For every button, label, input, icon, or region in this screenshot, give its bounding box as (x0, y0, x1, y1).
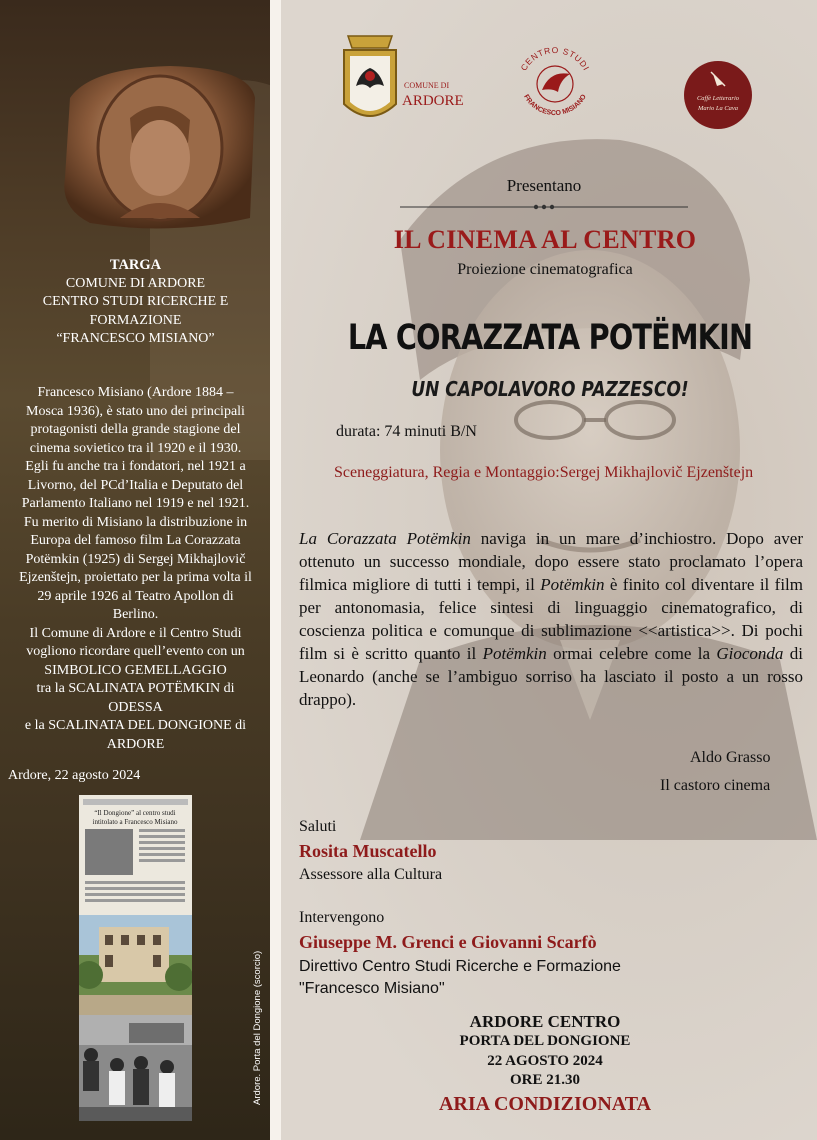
bio-line: vogliono ricordare quell’evento con un (26, 644, 245, 659)
crowd-image (79, 1015, 192, 1121)
bio-line: Berlino. (112, 607, 159, 622)
bio-line: Egli fu anche tra i fondatori, nel 1921 a (25, 459, 246, 474)
sidebar-date: Ardore, 22 agosto 2024 (8, 768, 141, 783)
bio-line: Francesco Misiano (Ardore 1884 – (37, 385, 234, 400)
venue-time: ORE 21.30 (509, 1072, 580, 1088)
centro-logo-bottom-path: FRANCESCO MISIANO (522, 93, 588, 118)
bio-line: ODESSA (108, 699, 163, 715)
bio-line (8, 532, 263, 551)
caffe-logo-line2: Mario La Cava (697, 105, 739, 112)
film-credits: Sceneggiatura, Regia e Montaggio:Sergej Mikhajlovič Ejzenštejn (334, 464, 754, 481)
article-segment: naviga in un mare d’inchiostro. Dopo aver ottenuto un successo mondiale, dopo essere stato proclamato l’opera filmica migliore di tutti i tempi, il (299, 529, 803, 594)
film-duration: durata: 74 minuti B/N (336, 423, 477, 440)
bio-line: Livorno, del PCd’Italia e Deputato del (27, 477, 244, 493)
bio-line: protagonisti della grande stagione del (30, 422, 241, 437)
comune-logo-line2: ARDORE (402, 93, 464, 109)
bronze-plaque-image (50, 58, 260, 238)
bio-line: SIMBOLICO GEMELLAGGIO (44, 662, 227, 678)
bio-line: cinema sovietico tra il 1920 e il 1930. (29, 440, 242, 456)
saluti-role: Assessore alla Cultura (299, 866, 443, 883)
bio-line: Parlamento Italiano nel 1919 e nel 1921. (21, 496, 250, 511)
divider-strip (270, 0, 281, 1140)
targa-title: TARGA (109, 257, 162, 273)
bio-line: Mosca 1936), è stato uno dei principali (26, 403, 245, 419)
bio-line: Potëmkin (1925) di Sergej Mikhajlovič (25, 551, 246, 567)
article-potemkin-ref: Potëmkin (482, 644, 547, 663)
article-segment: è finito col diventare il film per antonomasia, felice sintesi di linguaggio cinematografico, di coscienza politica e comunque di sublimazione <<artistica>>. Di pochi film si è scritto quanto il (299, 575, 803, 663)
venue-date: 22 AGOSTO 2024 (487, 1053, 603, 1069)
targa-line: “FRANCESCO MISIANO” (56, 331, 215, 346)
historic-crowd-photo (79, 1015, 192, 1121)
article-film-ref: La Corazzata Potëmkin (299, 529, 471, 548)
speakers-role: Direttivo Centro Studi Ricerche e Formazione (299, 958, 621, 975)
villa-photo (79, 915, 192, 1015)
article-text (299, 527, 803, 711)
saluti-name: Rosita Muscatello (299, 841, 437, 861)
venue-location: ARDORE CENTRO (469, 1012, 621, 1031)
centro-logo-top-text (518, 45, 591, 72)
bio-line: 29 aprile 1926 al Teatro Apollon di (37, 588, 234, 604)
bio-line: e la SCALINATA DEL DONGIONE di (24, 718, 247, 733)
article-source: Il castoro cinema (660, 777, 771, 794)
film-title: LA CORAZZATA POTËMKIN (347, 318, 753, 358)
presentano-label: Presentano (506, 176, 582, 195)
venue-air-conditioning: ARIA CONDIZIONATA (438, 1093, 652, 1115)
bio-line-text: Europa del famoso film La Corazzata (30, 533, 241, 548)
caffe-letterario-logo (683, 60, 753, 130)
article-gioconda-ref: Gioconda (716, 644, 784, 663)
article-segment: di Leonardo (anche se l’ambiguo sorriso ha lasciato il posto a un rosso drappo). (299, 644, 803, 709)
saluti-label: Saluti (299, 818, 337, 835)
event-title: IL CINEMA AL CENTRO (393, 225, 697, 254)
article-author: Aldo Grasso (690, 749, 771, 766)
photo-caption: Ardore. Porta del Dongione (scorcio) (252, 950, 263, 1105)
venue-place: PORTA DEL DONGIONE (459, 1033, 631, 1049)
newspaper-clipping-image (79, 795, 192, 915)
article-segment: ormai celebre come la (546, 644, 717, 663)
targa-line: COMUNE DI ARDORE (65, 275, 206, 291)
targa-line: FORMAZIONE (89, 312, 182, 328)
caffe-logo-line1: Caffè Letterario (696, 95, 740, 102)
newspaper-clipping-photo (79, 795, 192, 915)
bio-line: ARDORE (106, 736, 165, 752)
comune-logo-line1: COMUNE DI (404, 81, 450, 90)
news-headline-2: intitolato a Francesco Misiano (92, 818, 178, 826)
comune-ardore-logo (330, 28, 465, 138)
centro-logo-top-path: CENTRO STUDI (518, 44, 592, 73)
bio-line: Ejzenštejn, proiettato per la prima volta il (19, 570, 252, 585)
event-subtitle: Proiezione cinematografica (457, 261, 633, 278)
film-tagline: UN CAPOLAVORO PAZZESCO! (411, 377, 689, 401)
bio-line: tra la SCALINATA POTËMKIN di (36, 681, 235, 696)
speakers-role-org: "Francesco Misiano" (299, 980, 445, 997)
speakers-label: Intervengono (299, 909, 385, 926)
targa-line: CENTRO STUDI RICERCHE E (42, 294, 229, 309)
centro-logo-bottom-text (522, 93, 588, 117)
speakers-names: Giuseppe M. Grenci e Giovanni Scarfò (299, 932, 597, 952)
news-headline-1: “Il Dongione” al centro studi (94, 809, 176, 817)
bio-block (8, 384, 263, 754)
bio-line: Fu merito di Misiano la distribuzione in (23, 514, 248, 530)
ornamental-rule (400, 203, 688, 211)
villa-image (79, 915, 192, 1015)
targa-block (8, 256, 263, 349)
article-potemkin-ref: Potëmkin (540, 575, 605, 594)
bio-line: Il Comune di Ardore e il Centro Studi (29, 625, 242, 641)
centro-studi-logo (512, 40, 598, 126)
